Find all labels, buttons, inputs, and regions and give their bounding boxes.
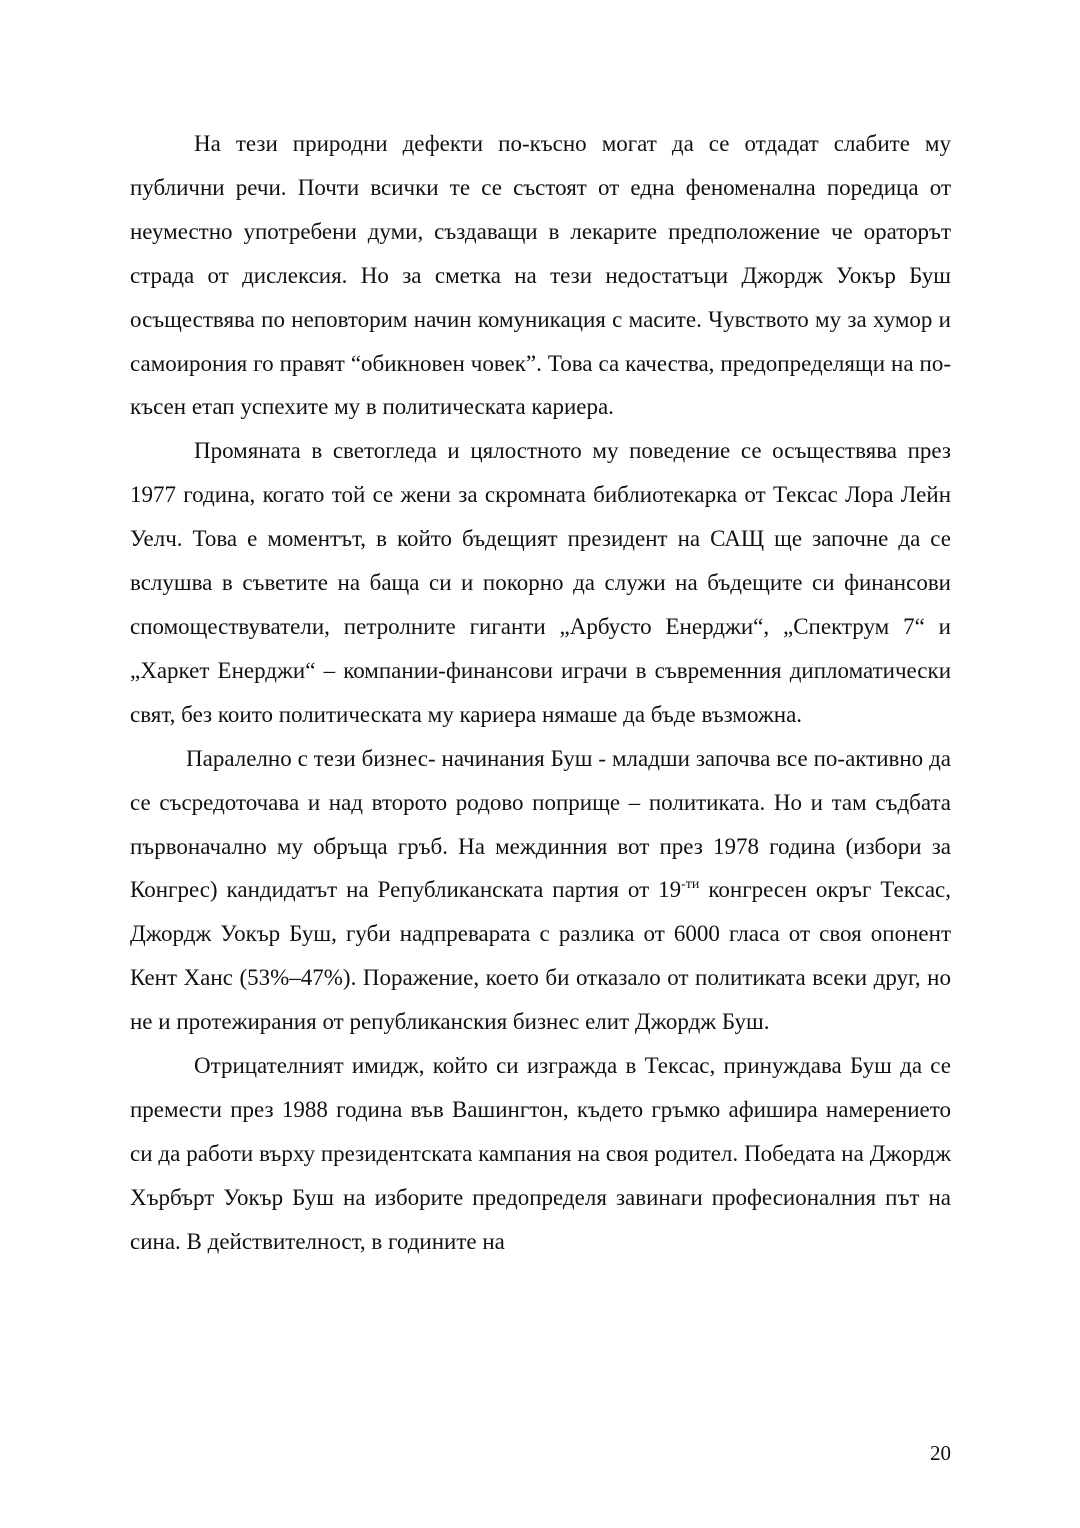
paragraph-3-text-start: Паралелно с тези бизнес- начинания Буш - младши започва все по-активно да се съсредоточава и над второто родово поприще – политиката. Но и там съдбата първоначално му обръща гръб. На междинния вот през 1978 година (избори за Конгрес) кандидатът на Републиканската партия от 19 (130, 745, 951, 903)
ordinal-superscript: -ти (681, 877, 700, 893)
paragraph-3 (130, 737, 951, 1044)
paragraph-3-text-end: конгресен окръг Тексас, Джордж Уокър Буш, губи надпреварата с разлика от 6000 гласа от своя опонент Кент Ханс (53%–47%). Поражение, което би отказало от политиката всеки друг, но не и протежирания от републиканския бизнес елит Джордж Буш. (130, 877, 951, 1035)
page-number: 20 (930, 1441, 951, 1465)
document-page (130, 122, 951, 1264)
paragraph-1: На тези природни дефекти по-късно могат да се отдадат слабите му публични речи. Почти всички те се състоят от една феноменална поредица от неуместно употребени думи, създаващи в лекарите предположение че ораторът страда от дислексия. Но за сметка на тези недостатъци Джордж Уокър Буш осъществява по неповторим начин комуникация с масите. Чувството му за хумор и самоирония го правят “обикновен човек”. Това са качества, предопределящи на по-късен етап успехите му в политическата кариера. (130, 131, 951, 420)
paragraph-4: Отрицателният имидж, който си изгражда в Тексас, принуждава Буш да се премести през 1988 година във Вашингтон, където гръмко афишира намерението си да работи върху президентската кампания на своя родител. Победата на Джордж Хърбърт Уокър Буш на изборите предопределя завинаги професионалния път на сина. В действителност, в годините на (130, 1053, 951, 1254)
paragraph-2: Промяната в светогледа и цялостното му поведение се осъществява през 1977 година, когато той се жени за скромната библиотекарка от Тексас Лора Лейн Уелч. Това е моментът, в който бъдещият президент на САЩ ще започне да се вслушва в съветите на баща си и покорно да служи на бъдещите си финансови спомоществуватели, петролните гиганти „Арбусто Енерджи“, „Спектрум 7“ и „Харкет Енерджи“ – компании-финансови играчи в съвременния дипломатически свят, без които политическата му кариера нямаше да бъде възможна. (130, 438, 951, 727)
